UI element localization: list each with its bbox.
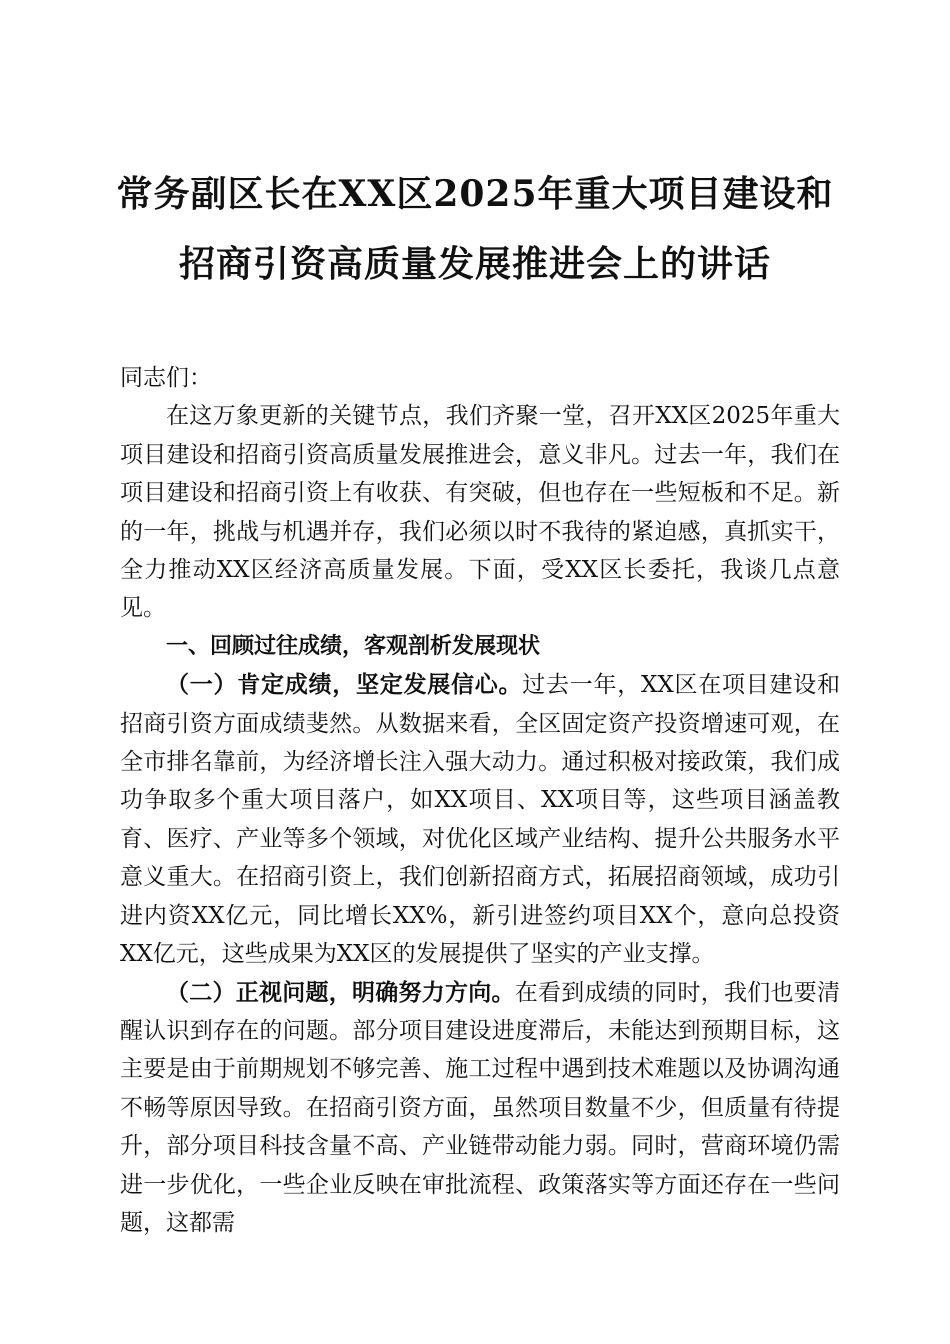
intro-paragraph: 在这万象更新的关键节点，我们齐聚一堂，召开XX区2025年重大项目建设和招商引资高质量发展推进会，意义非凡。过去一年，我们在项目建设和招商引资上有收获、有突破，但也存在一些短板和不足。新的一年，挑战与机遇并存，我们必须以时不我待的紧迫感，真抓实干，全力推动XX区经济高质量发展。下面，受XX区长委托，我谈几点意见。 xyxy=(120,403,840,622)
document-title-line-2: 招商引资高质量发展推进会上的讲话 xyxy=(178,243,771,285)
paragraph-2-text: 在看到成绩的同时，我们也要清醒认识到存在的问题。部分项目建设进度滞后，未能达到预期目标，这主要是由于前期规划不够完善、施工过程中遇到技术难题以及协调沟通不畅等原因导致。在招商引资方面，虽然项目数量不少，但质量有待提升，部分项目科技含量不高、产业链带动能力弱。同时，营商环境仍需进一步优化，一些企业反映在审批流程、政策落实等方面还存在一些问题，这都需 xyxy=(120,979,840,1236)
paragraph-2-lead: （二）正视问题，明确努力方向。 xyxy=(166,978,515,1006)
paragraph-2 xyxy=(120,974,840,1243)
document-title-line-1: 常务副区长在XX区2025年重大项目建设和 xyxy=(116,173,834,215)
paragraph-1-text: 过去一年，XX区在项目建设和招商引资方面成绩斐然。从数据来看，全区固定资产投资增速可观，在全市排名靠前，为经济增长注入强大动力。通过积极对接政策，我们成功争取多个重大项目落户，如XX项目、XX项目等，这些项目涵盖教育、医疗、产业等多个领域，对优化区域产业结构、提升公共服务水平意义重大。在招商引资上，我们创新招商方式，拓展招商领域，成功引进内资XX亿元，同比增长XX%，新引进签约项目XX个，意向总投资XX亿元，这些成果为XX区的发展提供了坚实的产业支撑。 xyxy=(120,672,840,968)
document-body xyxy=(120,359,840,1242)
salutation: 同志们： xyxy=(120,365,212,391)
paragraph-1 xyxy=(120,666,840,973)
section-heading-1: 一、回顾过往成绩，客观剖析发展现状 xyxy=(166,633,541,659)
paragraph-1-lead: （一）肯定成绩，坚定发展信心。 xyxy=(166,671,523,699)
